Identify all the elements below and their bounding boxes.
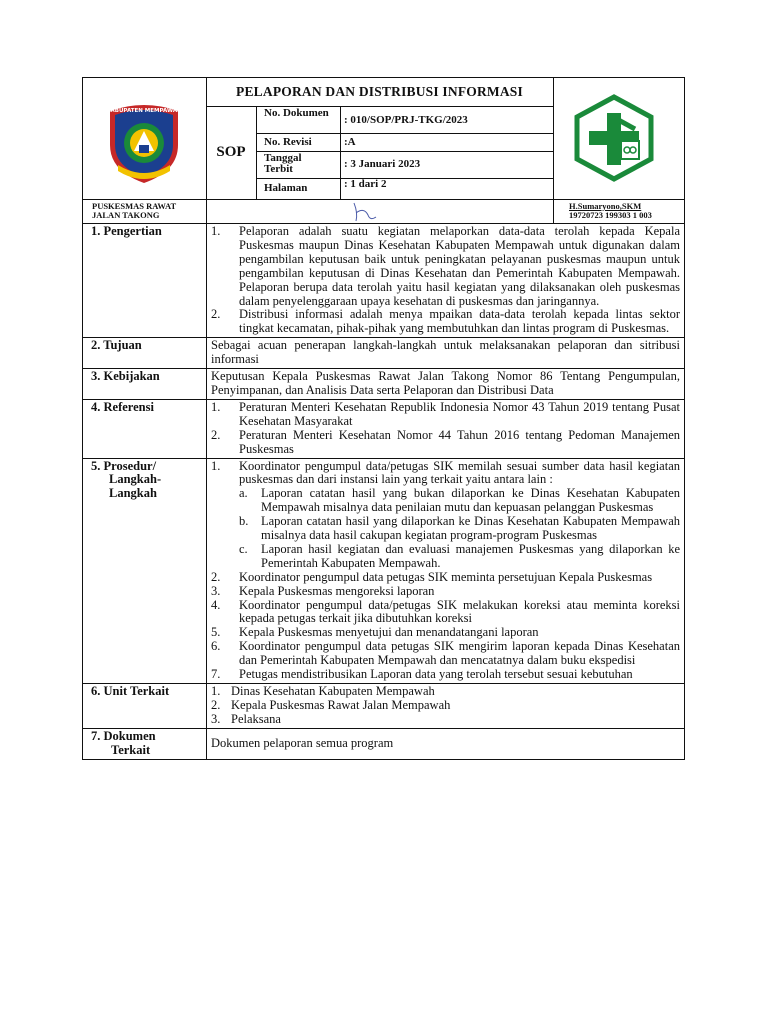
kabupaten-emblem-logo xyxy=(106,101,182,185)
list-item: 1. Pelaporan adalah suatu kegiatan melaporkan data-data terolah kepada Kepala Puskesmas maupun Dinas Kesehatan Kabupaten Mempawah untuk digunakan dalam pengambilan keputusan baik untuk peningkatan pelayanan puskesmas maupun untuk pengambilan keputusan di Dinas Kesehatan dan Pemerintah Kabupaten Mempawah. Pelaporan berupa data terolah yaitu hasil kegiatan yang dilaksanakan oleh puskesmas dalam penyelenggaraan upaya kesehatan di puskesmas dan jaringannya. xyxy=(211,224,680,308)
list-item: 7. Petugas mendistribusikan Laporan data yang terolah tersebut sesuai kebutuhan xyxy=(211,667,633,682)
list-item: 2. Koordinator pengumpul data petugas SIK meminta persetujuan Kepala Puskesmas xyxy=(211,569,653,584)
list-item: 1. Koordinator pengumpul data/petugas SIK memilah sesuai sumber data hasil kegiatan puskesmas dan dari instansi lain yang terkait yaitu antara lain : a. Laporan catatan hasil yang bukan dilaporkan ke Dinas Kesehatan Kabupaten Mempawah misalnya data penilaian mutu dan kepuasan pelanggan Puskesmas b. Laporan catatan hasil yang dilaporkan ke Dinas Kesehatan Kabupaten Mempawah misalnya data hasil cakupan kegiatan program-program Puskesmas c. Laporan hasil kegiatan dan evaluasi manajemen Puskesmas yang dilaporkan ke Pemerintah Kabupaten Mempawah. xyxy=(211,458,680,570)
sub-list-item: b. Laporan catatan hasil yang dilaporkan ke Dinas Kesehatan Kabupaten Mempawah misalnya data hasil cakupan kegiatan program-program Puskesmas xyxy=(239,514,680,543)
emblem-text: KABUPATEN MEMPAWAH xyxy=(106,108,182,114)
sop-body xyxy=(82,223,685,760)
list-item: 2. Distribusi informasi adalah menya mpaikan data-data terolah kepada lintas sektor tingkat kecamatan, pihak-pihak yang membutuhkan dan lintas program di Puskesmas. xyxy=(211,307,680,336)
list-item: 1. Peraturan Menteri Kesehatan Republik Indonesia Nomor 43 Tahun 2019 tentang Pusat Kesehatan Masyarakat xyxy=(211,399,680,428)
section-referensi xyxy=(83,399,685,458)
meta-value-tanggal-terbit: : 3 Januari 2023 xyxy=(344,158,421,170)
meta-value-no-dokumen: : 010/SOP/PRJ-TKG/2023 xyxy=(344,114,468,126)
puskesmas-logo xyxy=(571,93,657,183)
list-item: 6. Koordinator pengumpul data petugas SIK mengirim laporan kepada Dinas Kesehatan dan Pemerintah Kabupaten Mempawah dan mencatatnya dalam buku ekspedisi xyxy=(211,639,680,668)
section-tujuan xyxy=(83,338,685,369)
sub-list-item: a. Laporan catatan hasil yang bukan dilaporkan ke Dinas Kesehatan Kabupaten Mempawah misalnya data penilaian mutu dan kepuasan pelanggan Puskesmas xyxy=(239,486,680,515)
section-text: Sebagai acuan penerapan langkah-langkah untuk melaksanakan pelaporan dan sitribusi informasi xyxy=(207,338,685,369)
list-item: 5. Kepala Puskesmas menyetujui dan menandatangani laporan xyxy=(211,625,539,640)
section-label: 4. Referensi xyxy=(83,399,207,458)
meta-label-tanggal-terbit: Tanggal Terbit xyxy=(264,152,302,175)
section-label: 1. Pengertian xyxy=(83,224,207,338)
section-kebijakan xyxy=(83,369,685,400)
section-label: 6. Unit Terkait xyxy=(83,684,207,729)
meta-value-halaman: : 1 dari 2 xyxy=(344,178,387,190)
org-name: PUSKESMAS RAWAT JALAN TAKONG xyxy=(92,201,176,220)
list-item: 3. Pelaksana xyxy=(211,711,281,726)
meta-value-no-revisi: :A xyxy=(344,136,356,148)
signature-mark xyxy=(350,201,380,223)
list-item: 2. Peraturan Menteri Kesehatan Nomor 44 Tahun 2016 tentang Pedoman Manajemen Puskesmas xyxy=(211,427,680,456)
section-text: Dokumen pelaporan semua program xyxy=(207,728,685,759)
sop-header xyxy=(82,77,685,223)
section-label: 2. Tujuan xyxy=(83,338,207,369)
section-label: 3. Kebijakan xyxy=(83,369,207,400)
list-item: 3. Kepala Puskesmas mengoreksi laporan xyxy=(211,583,435,598)
section-label: 5. Prosedur/ Langkah- Langkah xyxy=(83,458,207,684)
section-pengertian xyxy=(83,224,685,338)
signer-nip: 19720723 199303 1 003 xyxy=(569,210,652,220)
list-item: 1. Dinas Kesehatan Kabupaten Mempawah xyxy=(211,684,435,698)
meta-label-no-dokumen: No. Dokumen xyxy=(264,107,329,119)
meta-label-halaman: Halaman xyxy=(264,182,308,194)
section-unit-terkait xyxy=(83,684,685,729)
list-item: 2. Kepala Puskesmas Rawat Jalan Mempawah xyxy=(211,697,451,712)
list-item: 4. Koordinator pengumpul data/petugas SIK melakukan koreksi atau meminta koreksi kepada petugas terkait jika dibutuhkan koreksi xyxy=(211,597,680,626)
sop-label: SOP xyxy=(216,144,246,160)
signer-name: H.Sumaryono,SKM xyxy=(569,201,642,211)
sop-title: PELAPORAN DAN DISTRIBUSI INFORMASI xyxy=(236,83,523,99)
sub-list-item: c. Laporan hasil kegiatan dan evaluasi manajemen Puskesmas yang dilaporkan ke Pemerintah Kabupaten Mempawah. xyxy=(239,541,680,570)
section-dokumen-terkait xyxy=(83,728,685,759)
section-label: 7. Dokumen Terkait xyxy=(83,728,207,759)
sop-sections-table xyxy=(82,223,685,760)
meta-label-no-revisi: No. Revisi xyxy=(264,136,312,148)
section-text: Keputusan Kepala Puskesmas Rawat Jalan Takong Nomor 86 Tentang Pengumpulan, Penyimpanan, dan Analisis Data serta Pelaporan dan Distribusi Data xyxy=(207,369,685,400)
section-prosedur xyxy=(83,458,685,684)
